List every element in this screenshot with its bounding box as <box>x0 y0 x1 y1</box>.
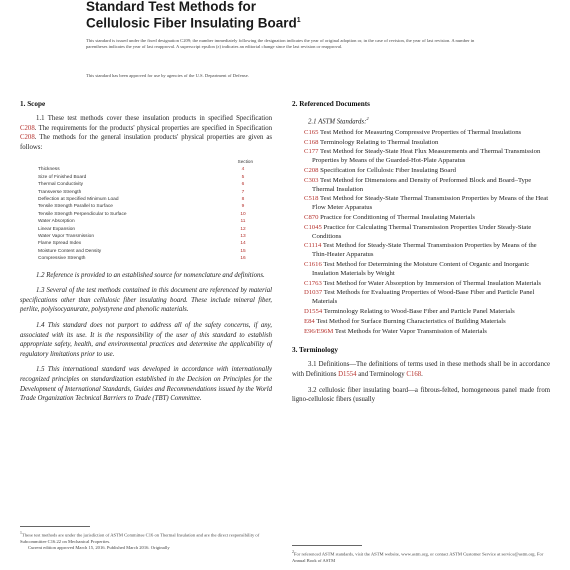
terminology-3-1-text-b: and Terminology <box>356 370 407 378</box>
reference-title: Test Method for Determining the Moisture Content of Organic and Inorganic Insulation Materials by Weight <box>312 261 530 277</box>
row-section[interactable]: 6 <box>241 182 245 188</box>
row-section[interactable]: 13 <box>240 234 246 240</box>
terminology-3-1-text-c: . <box>421 370 423 378</box>
row-name: Tensile Strength Parallel to Surface <box>38 204 113 210</box>
footnote-1-text: These test methods are under the jurisdiction of ASTM Committee C16 on Thermal Insulation and are the direct responsibility of Subcommittee C16.22 on Mechanical Properties. <box>20 532 260 544</box>
reference-code-link[interactable]: C303 <box>304 176 319 184</box>
reference-code-link[interactable]: C177 <box>304 148 319 156</box>
table-row <box>38 181 258 188</box>
reference-title: Terminology Relating to Thermal Insulation <box>318 138 439 146</box>
reference-item <box>304 279 550 289</box>
title-line-2-text: Cellulosic Fiber Insulating Board <box>86 15 297 31</box>
title-line-2 <box>86 14 526 31</box>
row-name: Moisture Content and Density <box>38 248 102 254</box>
referenced-documents-heading: 2. Referenced Documents <box>292 100 370 108</box>
dod-approval-note: This standard has been approved for use by agencies of the U.S. Department of Defense. <box>86 73 249 78</box>
footnote-1-mark: 1 <box>20 531 22 535</box>
footnote-rule-right <box>292 545 362 546</box>
row-name: Linear Expansion <box>38 226 76 232</box>
reference-item <box>304 128 550 138</box>
reference-code-link[interactable]: C165 <box>304 128 319 136</box>
reference-title: Test Method for Surface Burning Characteristics of Building Materials <box>314 317 506 325</box>
scope-paragraph-1-3: 1.3 Several of the test methods contained in this document are referenced by material specifications other than cellulosic fiber insulating board. These include mineral fiber, perlite, polyisocyanurate, polystyrene and phenolic materials. <box>20 287 272 314</box>
row-section[interactable]: 14 <box>240 241 246 247</box>
reference-code-link[interactable]: C1114 <box>304 242 322 250</box>
reference-item <box>304 195 550 213</box>
row-section[interactable]: 4 <box>241 167 245 173</box>
table-row <box>38 255 258 262</box>
row-section[interactable]: 5 <box>241 174 245 180</box>
scope-paragraph-1-2: 1.2 Reference is provided to an established source for nomenclature and definitions. <box>36 271 265 279</box>
reference-code-link[interactable]: D1554 <box>304 308 323 315</box>
scope-1-1-text-b: . The requirements for the products' physical properties are specified in Specification <box>34 124 272 132</box>
reference-item <box>304 214 550 223</box>
row-name: Compressive Strength <box>38 256 86 262</box>
title-footnote-mark: 1 <box>296 17 301 24</box>
right-column <box>292 100 550 411</box>
link-c168[interactable]: C168 <box>406 370 422 378</box>
reference-title: Specification for Cellulosic Fiber Insulating Board <box>318 167 456 175</box>
row-section[interactable]: 7 <box>241 189 245 195</box>
row-name: Water Vapor Transmission <box>38 234 94 240</box>
table-row <box>38 166 258 173</box>
reference-item <box>304 308 550 317</box>
astm-standards-label: 2.1 ASTM Standards: <box>308 118 367 126</box>
reference-item <box>304 261 550 279</box>
footnote-right <box>292 549 550 564</box>
reference-item <box>304 176 550 195</box>
reference-title: Test Method for Dimensions and Density of Preformed Block and Board–Type Thermal Insulation <box>312 176 532 193</box>
title-line-1: Standard Test Methods for <box>86 0 257 14</box>
table-row <box>38 196 258 203</box>
row-name: Thermal Conductivity <box>38 182 84 188</box>
astm-standards-subheading <box>292 114 550 127</box>
scope-paragraph-1-4: 1.4 This standard does not purport to address all of the safety concerns, if any, associated with its use. It is the responsibility of the user of this standard to establish appropriate safety, health, and environmental practices and determine the applicability of regulatory limitations prior to use. <box>20 322 272 358</box>
reference-code-link[interactable]: C870 <box>304 214 319 222</box>
footnote-2-text: For referenced ASTM standards, visit the ASTM website, www.astm.org, or contact ASTM Customer Service at service@astm.org. For Annual Book of ASTM <box>292 551 544 563</box>
reference-title: Test Methods for Evaluating Properties of Wood-Base Fiber and Particle Panel Materials <box>312 289 535 306</box>
table-row <box>38 203 258 210</box>
row-name: Tensile Strength Perpendicular to Surface <box>38 211 127 217</box>
reference-code-link[interactable]: C1616 <box>304 261 322 269</box>
table-row <box>38 189 258 196</box>
section-column-header: Section <box>237 159 253 165</box>
reference-item <box>304 148 550 166</box>
reference-code-link[interactable]: C1763 <box>304 279 322 287</box>
reference-title: Practice for Conditioning of Thermal Insulating Materials <box>318 214 475 222</box>
row-section[interactable]: 11 <box>240 219 246 225</box>
row-name: Size of Finished Board <box>38 174 87 180</box>
reference-title: Test Method for Steady-State Thermal Transmission Properties by Means of the Heat Flow Meter Apparatus <box>312 195 549 212</box>
table-row <box>38 240 258 247</box>
row-section[interactable]: 15 <box>240 248 246 254</box>
terminology-3-1-text-a: 3.1 Definitions—The definitions of terms used in these methods shall be in accordance with Definitions <box>292 361 550 378</box>
reference-title: Test Method for Measuring Compressive Properties of Thermal Insulations <box>318 128 522 136</box>
scope-paragraph-1-1 <box>20 114 272 152</box>
table-row <box>38 233 258 240</box>
reference-code-link[interactable]: E84 <box>304 317 315 325</box>
table-row <box>38 226 258 233</box>
terminology-paragraph-3-2: 3.2 cellulosic fiber insulating board—a fibrous-felted, homogeneous panel made from ligno-cellulosic fibers (usually <box>292 386 550 404</box>
reference-item <box>304 317 550 327</box>
table-row <box>38 211 258 218</box>
footnote-1-edition: Current edition approved March 15, 2016. Published March 2016. Originally <box>28 544 170 550</box>
row-section[interactable]: 16 <box>240 256 246 262</box>
row-section[interactable]: 9 <box>241 204 245 210</box>
reference-code-link[interactable]: E96/E96M <box>304 327 334 335</box>
reference-item <box>304 242 550 260</box>
reference-code-link[interactable]: C518 <box>304 195 319 203</box>
row-section[interactable]: 12 <box>240 226 246 232</box>
row-name: Water Absorption <box>38 219 75 225</box>
row-section[interactable]: 10 <box>240 211 246 217</box>
left-column <box>20 100 272 410</box>
scope-heading: 1. Scope <box>20 100 46 108</box>
designation-notice: This standard is issued under the fixed designation C209; the number immediately following the designation indicates the year of original adoption or, in the case of revision, the year of last revision. A number in parentheses indicates the year of last reapproval. A superscript epsilon (ε) indicates an editorial change since the last revision or reapproval. <box>86 38 475 50</box>
reference-item <box>304 289 550 307</box>
link-c208-2[interactable]: C208 <box>20 134 35 142</box>
document-title <box>86 0 526 31</box>
reference-item <box>304 327 550 337</box>
reference-code-link[interactable]: C208 <box>304 167 319 175</box>
reference-item <box>304 138 550 148</box>
reference-title: Test Method for Steady-State Thermal Transmission Properties by Means of the Thin-Heater Apparatus <box>312 242 537 259</box>
terminology-paragraph-3-1 <box>292 360 550 379</box>
link-d1554[interactable]: D1554 <box>338 370 357 378</box>
scope-1-1-text-c: . The methods for the general insulation products' physical properties are given as follows: <box>20 134 272 151</box>
row-section[interactable]: 8 <box>241 197 245 202</box>
row-name: Flame Spread Index <box>38 241 82 247</box>
reference-title: Practice for Calculating Thermal Transmission Properties Under Steady-State Conditions <box>312 223 532 240</box>
reference-title: Test Method for Steady-State Heat Flux Measurements and Thermal Transmission Properties by Means of the Guarded-Hot-Plate Apparatus <box>312 148 541 165</box>
footnote-rule-left <box>20 526 90 527</box>
scope-1-1-text-a: 1.1 These test methods cover these insulation products in specified Specification <box>36 115 272 122</box>
scope-sections-table <box>38 158 258 262</box>
link-c208[interactable]: C208 <box>20 124 35 132</box>
reference-title: Test Methods for Water Vapor Transmission of Materials <box>333 327 487 335</box>
table-spacer <box>38 158 228 166</box>
reference-title: Terminology Relating to Wood-Base Fiber and Particle Panel Materials <box>322 308 515 315</box>
footnote-mark-2: 2 <box>366 116 369 121</box>
table-row <box>38 174 258 181</box>
footnote-1 <box>20 530 270 545</box>
footnote-left <box>20 530 270 551</box>
reference-title: Test Method for Water Absorption by Immersion of Thermal Insulation Materials <box>321 279 541 287</box>
reference-item <box>304 223 550 242</box>
reference-item <box>304 167 550 176</box>
reference-code-link[interactable]: D1037 <box>304 289 323 297</box>
terminology-heading: 3. Terminology <box>292 346 338 355</box>
table-row <box>38 218 258 225</box>
table-row <box>38 248 258 255</box>
row-name: Thickness <box>38 167 60 173</box>
scope-paragraph-1-5: 1.5 This international standard was developed in accordance with internationally recognized principles on standardization established in the Decision on Principles for the Development of International Standards, Guides and Recommendations issued by the World Trade Organization Technical Barriers to Trade (TBT) Committee. <box>20 366 272 403</box>
reference-code-link[interactable]: C168 <box>304 138 319 146</box>
reference-code-link[interactable]: C1045 <box>304 223 322 231</box>
row-name: Transverse Strength <box>38 189 82 195</box>
row-name: Deflection at Specified Minimum Load <box>38 197 119 202</box>
footnote-2-mark: 2 <box>292 550 294 554</box>
